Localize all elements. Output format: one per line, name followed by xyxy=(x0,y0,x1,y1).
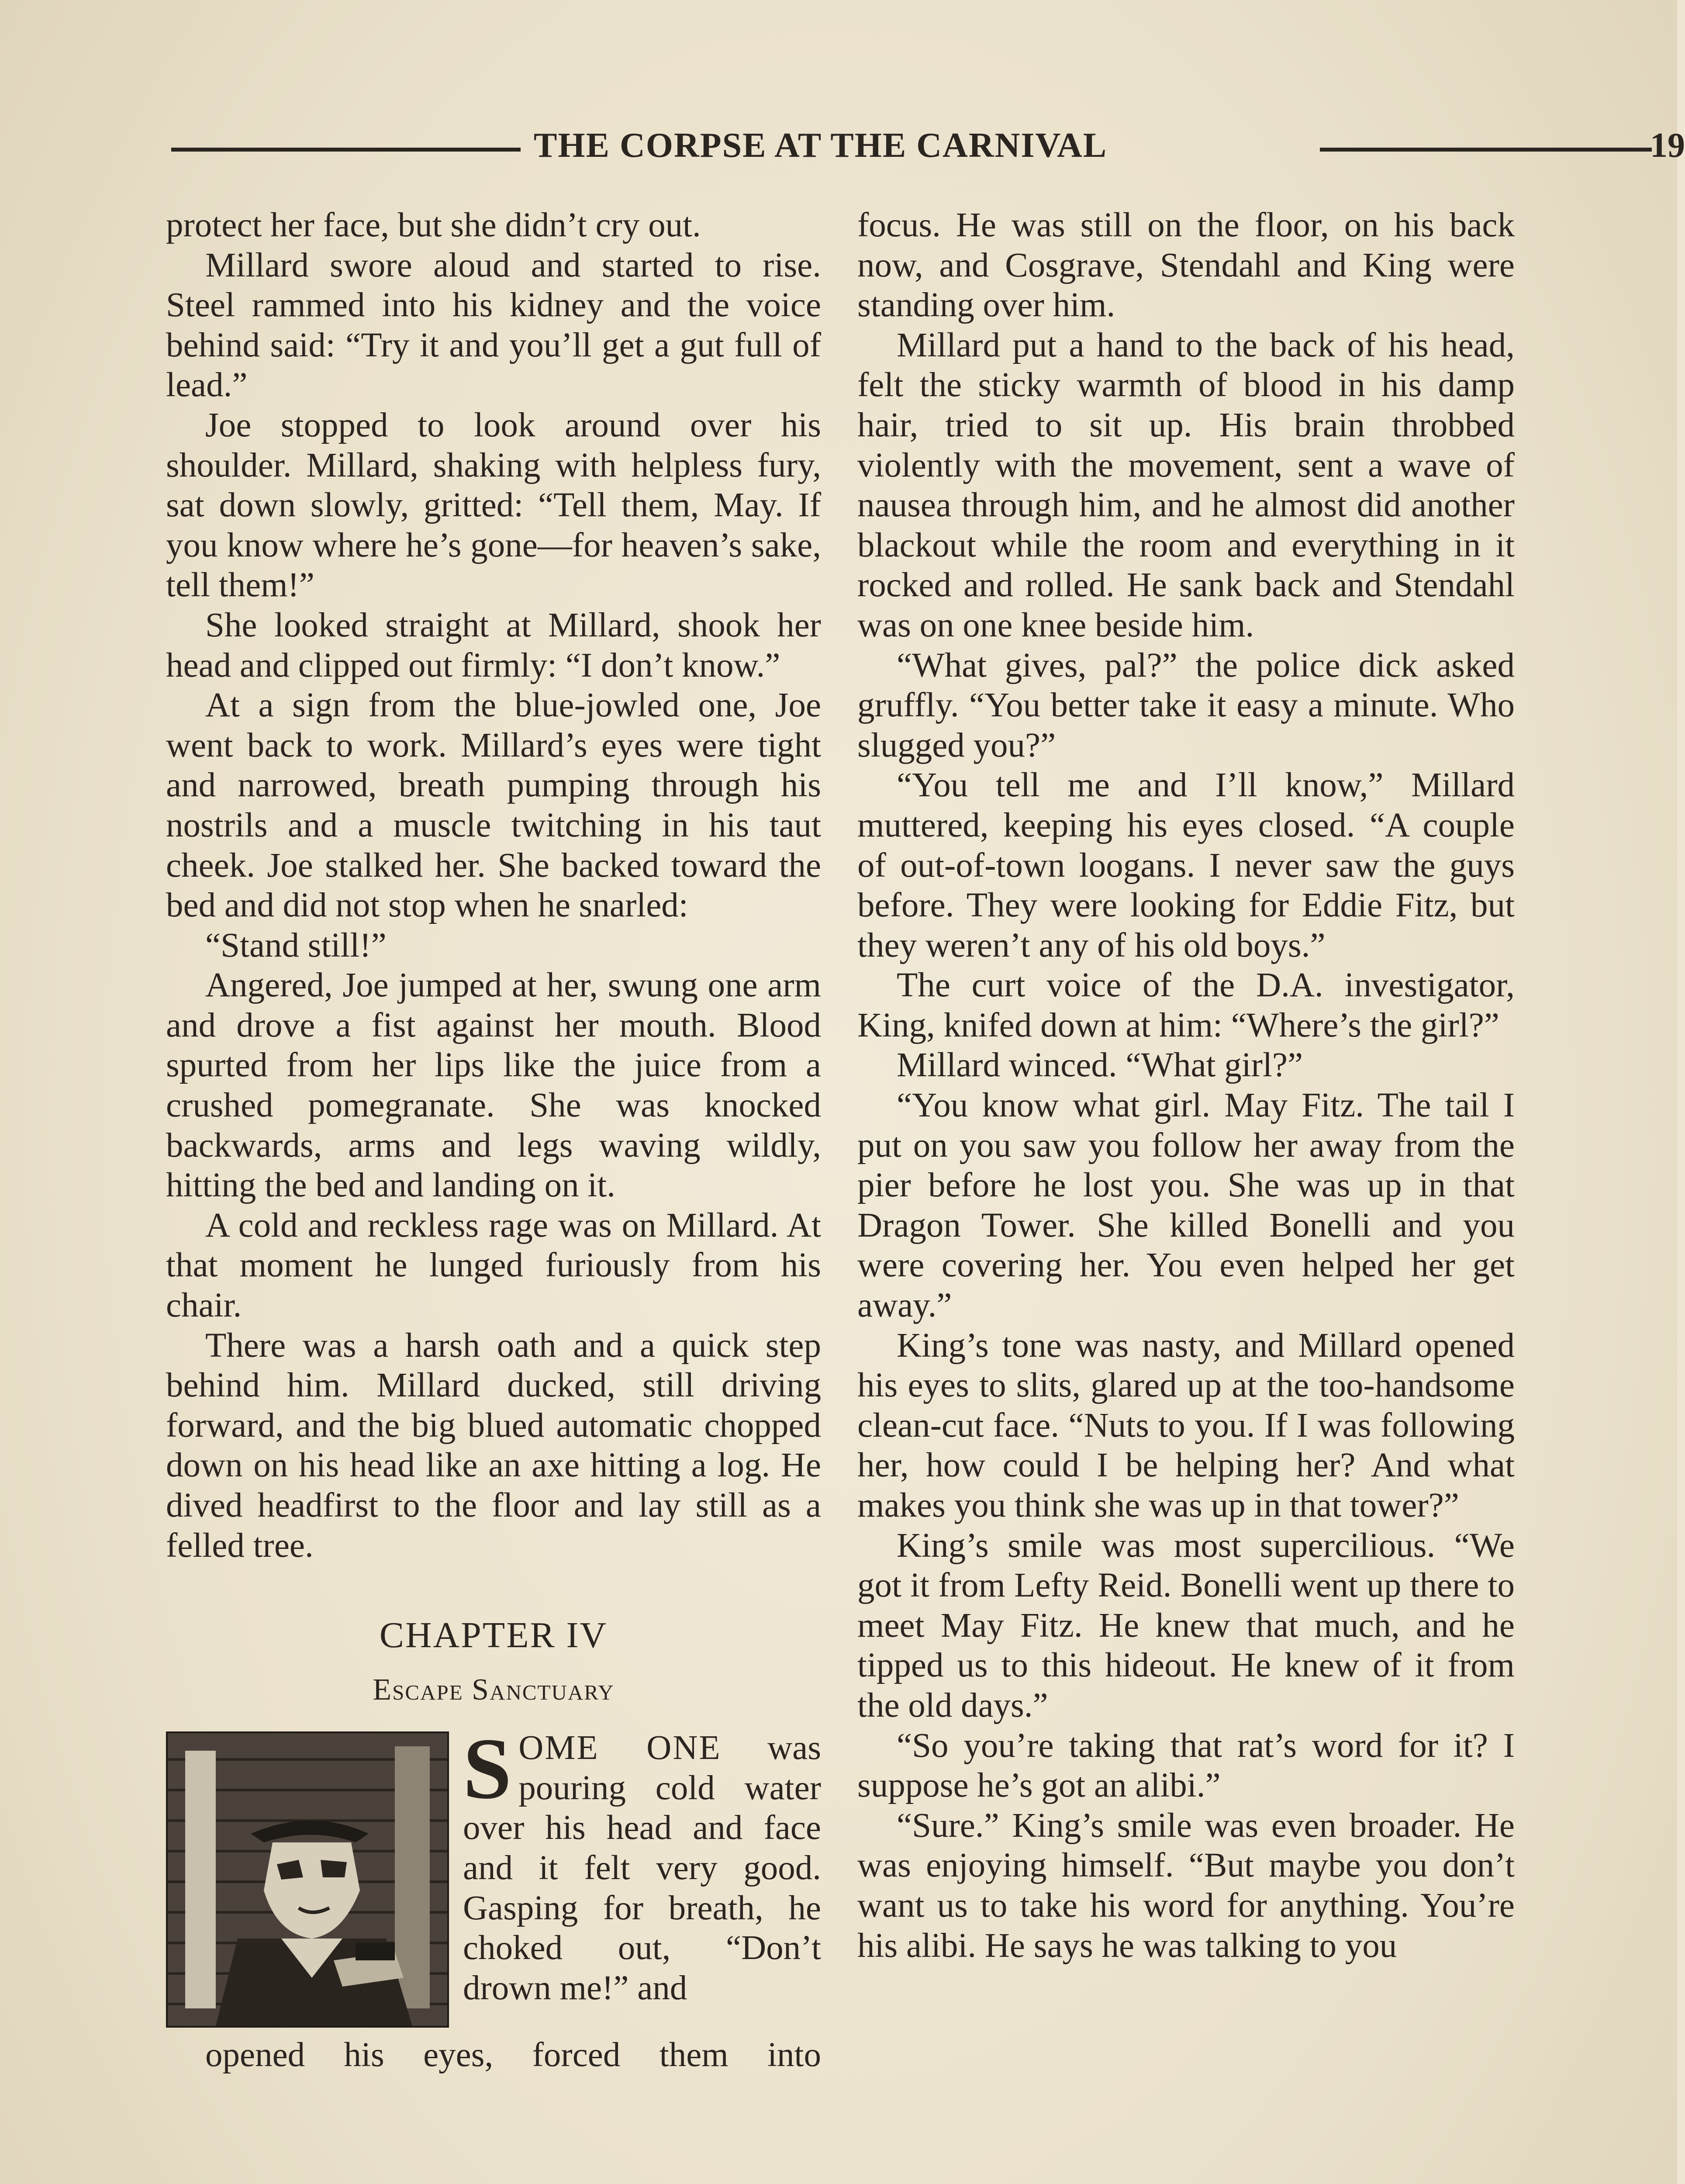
paragraph: “Sure.” King’s smile was even broader. He was enjoying himself. “But maybe you don’t want us to take his word for anything. You’re his alibi. He says he was talking to you xyxy=(857,1806,1515,1965)
left-column xyxy=(166,205,821,2075)
drop-cap: S xyxy=(463,1721,512,1818)
paragraph: Millard swore aloud and started to rise. Steel rammed into his kidney and the voice behind said: “Try it and you’ll get a gut full of lead.” xyxy=(166,246,821,404)
paragraph: At a sign from the blue-jowled one, Joe went back to work. Millard’s eyes were tight and narrowed, breath pumping through his nostrils and a muscle twitching in his taut cheek. Joe stalked her. She backed toward the bed and did not stop when he snarled: xyxy=(166,686,821,925)
paragraph: “So you’re taking that rat’s word for it? I suppose he’s got an alibi.” xyxy=(857,1726,1515,1805)
paragraph: Millard put a hand to the back of his head, felt the sticky warmth of blood in his damp hair, tried to sit up. His brain throbbed violently with the movement, sent a wave of nausea through him, and he almost did another blackout while the room and everything in it rocked and rolled. He sank back and Stendahl was on one knee beside him. xyxy=(857,326,1515,644)
paragraph: Millard winced. “What girl?” xyxy=(897,1046,1303,1085)
chapter-subtitle: Escape Sanctuary xyxy=(373,1673,615,1707)
opening-caps: OME ONE xyxy=(518,1729,722,1767)
paragraph: “Stand still!” xyxy=(205,926,387,964)
chapter-opening xyxy=(166,1721,821,2035)
paragraph: King’s smile was most supercilious. “We got it from Lefty Reid. Bonelli went up there to meet May Fitz. He knew that much, and he tipped us to this hideout. He knew of it from the old days.” xyxy=(857,1526,1515,1724)
paragraph: focus. He was still on the floor, on his back now, and Cosgrave, Stendahl and King were standing over him. xyxy=(857,206,1515,325)
paragraph: Joe stopped to look around over his shoulder. Millard, shaking with helpless fury, sat down slowly, gritted: “Tell them, May. If you know where he’s gone—for heaven’s sake, tell them!” xyxy=(166,406,821,605)
paragraph: “What gives, pal?” the police dick asked gruffly. “You better take it easy a minute. Who slugged you?” xyxy=(857,646,1515,764)
page-number: 19 xyxy=(1650,126,1685,165)
right-column xyxy=(857,205,1515,1966)
chapter-illustration xyxy=(166,1731,449,2028)
paragraph: The curt voice of the D.A. investigator, King, knifed down at him: “Where’s the girl?” xyxy=(857,966,1515,1044)
paragraph: “You tell me and I’ll know,” Millard muttered, keeping his eyes closed. “A couple of out-of-town loogans. I never saw the guys before. They were looking for Eddie Fitz, but they weren’t any of his old boys.” xyxy=(857,766,1515,964)
paragraph: There was a harsh oath and a quick step behind him. Millard ducked, still driving forward, and the big blued automatic chopped down on his head like an axe hitting a log. He dived headfirst to the floor and lay still as a felled tree. xyxy=(166,1326,821,1565)
header-rule-right xyxy=(1320,148,1652,152)
chapter-opening-text xyxy=(463,1721,821,2008)
chapter-heading: CHAPTER IV xyxy=(379,1615,608,1656)
paragraph: A cold and reckless rage was on Millard. At that moment he lunged furiously from his chair. xyxy=(166,1206,821,1325)
opening-text: was pouring cold water over his head and face and it felt very good. Gasping for breath, he choked out, “Don’t drown me!” and xyxy=(463,1729,821,2007)
paragraph: Angered, Joe jumped at her, swung one arm and drove a fist against her mouth. Blood spurted from her lips like the juice from a crushed pomegranate. She was knocked backwards, arms and legs waving wildly, hitting the bed and landing on it. xyxy=(166,966,821,1205)
chapter-opening-tail: opened his eyes, forced them into xyxy=(205,2036,821,2074)
header-rule-left xyxy=(171,148,521,152)
paragraph: King’s tone was nasty, and Millard opened his eyes to slits, glared up at the too-handsome clean-cut face. “Nuts to you. If I was following her, how could I be helping her? And what makes you think she was up in that tower?” xyxy=(857,1326,1515,1524)
header-title: THE CORPSE AT THE CARNIVAL xyxy=(534,126,1108,165)
paragraph: “You know what girl. May Fitz. The tail I put on you saw you follow her away from the pier before he lost you. She was up in that Dragon Tower. She killed Bonelli and you were covering her. You even helped her get away.” xyxy=(857,1086,1515,1325)
running-header xyxy=(171,122,1685,175)
paragraph: She looked straight at Millard, shook her head and clipped out firmly: “I don’t know.” xyxy=(166,606,821,684)
paragraph: protect her face, but she didn’t cry out. xyxy=(166,206,701,244)
